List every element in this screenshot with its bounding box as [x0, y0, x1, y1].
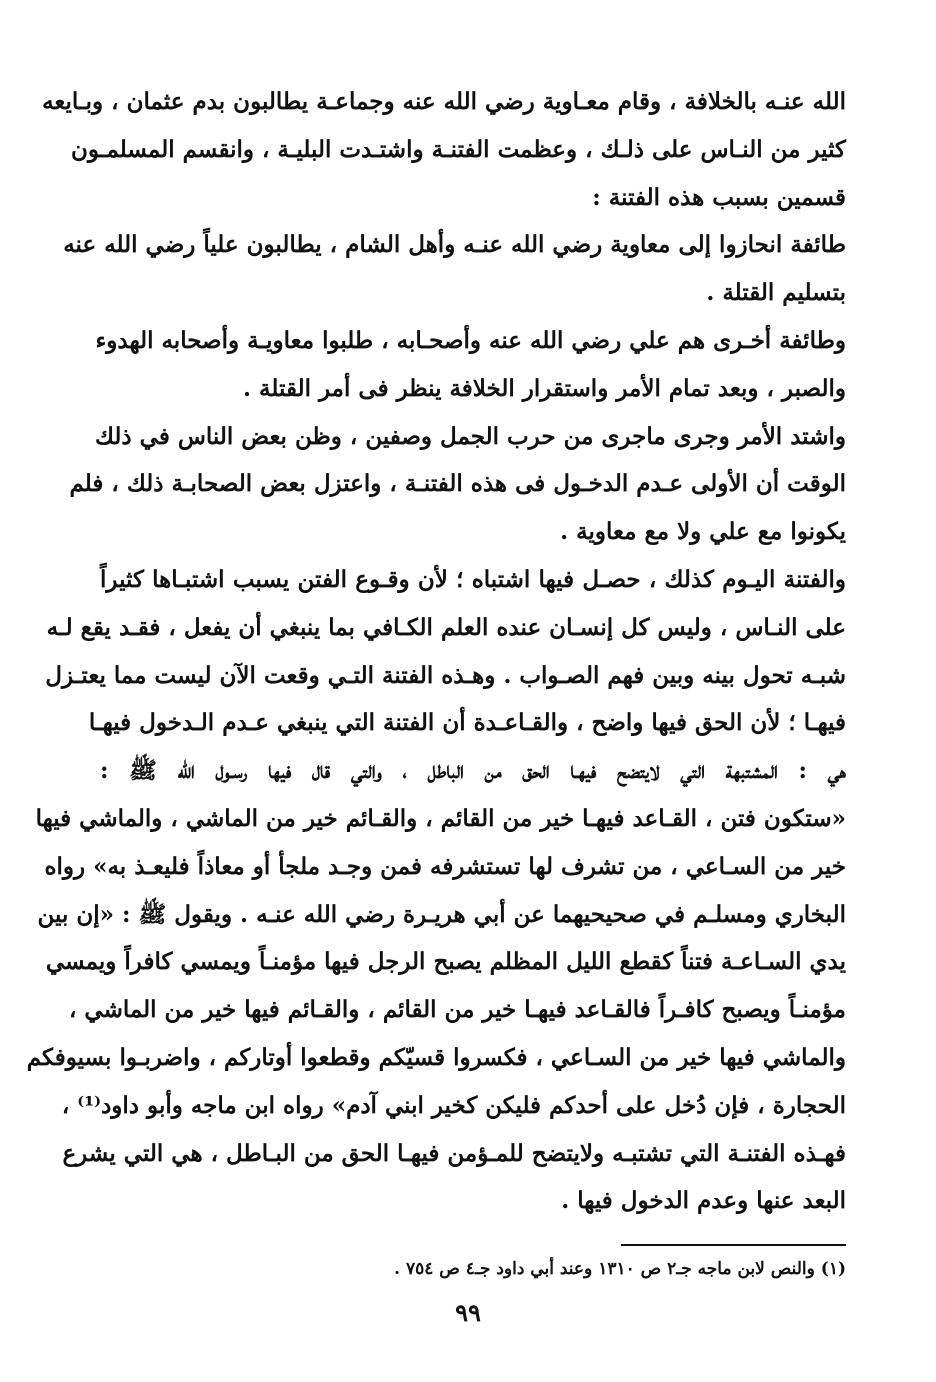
body-line: «ستكون فتن ، القـاعد فيهـا خير من القائم ، والقـائم خير من الماشي ، والماشي فيها — [35, 804, 846, 832]
body-line: يدي السـاعـة فتناً كقطع الليل المظلم يصبح الرجل فيها مؤمنـاً ويمسي كافراً ويمسي — [45, 948, 846, 976]
page-number: ٩٩ — [455, 1298, 481, 1327]
body-line: قسمين بسبب هذه الفتنة : — [592, 183, 846, 211]
body-line: والفتنة اليـوم كذلك ، حصـل فيها اشتباه ؛ لأن وقـوع الفتن يسبب اشتبـاها كثيراً — [100, 565, 846, 593]
body-line: الحجارة ، فإن دُخل على أحدكم فليكن كخير ابني آدم» رواه ابن ماجه وأبو داود⁽¹⁾ ، — [61, 1091, 846, 1119]
body-line: كثير من النـاس على ذلـك ، وعظمت الفتنـة واشتـدت البليـة ، وانقسم المسلمـون — [70, 135, 846, 163]
footnote-divider — [621, 1244, 846, 1246]
body-line: بتسليم القتلة . — [706, 279, 846, 307]
body-line: الوقت أن الأولى عـدم الدخـول فى هذه الفتنـة ، واعتزل بعض الصحابـة ذلك ، فلم — [69, 470, 846, 498]
body-line: والماشي فيها خير من السـاعي ، فكسروا قسيّكم وقطعوا أوتاركم ، واضربـوا بسيوفكم — [26, 1043, 846, 1071]
body-line: البخاري ومسلـم في صحيحيهما عن أبي هريـرة رضي الله عنـه . ويقول ﷺ : «إن بين — [37, 900, 846, 928]
body-line: فيهـا ؛ لأن الحق فيها واضح ، والقـاعـدة أن الفتنة التي ينبغي عـدم الـدخول فيهـا — [88, 709, 846, 737]
body-line: على النـاس ، وليس كل إنسـان عنده العلم الكـافي بما ينبغي أن يفعل ، فقـد يقع لـه — [46, 613, 846, 641]
body-text — [26, 78, 846, 1225]
body-line: شبـه تحول بينه وبين فهم الصـواب . وهـذه الفتنة التـي وقعت الآن ليست مما يعتـزل — [45, 661, 846, 689]
body-line: فهـذه الفتنـة التي تشتبـه ولايتضح للمـؤمن فيهـا الحق من البـاطل ، هي التي يشرع — [62, 1139, 846, 1167]
body-line: خير من السـاعي ، من تشرف لها تستشرفه فمن وجـد ملجأ أو معاذاً فليعـذ به» رواه — [44, 852, 846, 880]
body-line: هي : المشتبهة التي لايتضح فيهـا الحق من الباطل ، والتي قال فيها رسـول الله ﷺ : — [100, 757, 846, 785]
body-line: وطائفة أخـرى هم علي رضي الله عنه وأصحـابه ، طلبوا معاويـة وأصحابه الهدوء — [95, 326, 846, 354]
footnote: (١) والنص لابن ماجه جـ٢ ص ١٣١٠ وعند أبي داود جـ٤ ص ٧٥٤ . — [394, 1259, 846, 1279]
body-line: والصبر ، وبعد تمام الأمر واستقرار الخلافة ينظر فى أمر القتلة . — [243, 374, 846, 402]
body-line: يكونوا مع علي ولا مع معاوية . — [560, 518, 846, 546]
body-line: البعد عنها وعدم الدخول فيها . — [561, 1187, 846, 1215]
body-line: واشتد الأمر وجرى ماجرى من حرب الجمل وصفين ، وظن بعض الناس في ذلك — [95, 422, 846, 450]
body-line: مؤمنـاً ويصبح كافـراً فالقـاعد فيهـا خير من القائم ، والقـائم فيها خير من الماشي ، — [68, 996, 846, 1024]
body-line: طائفة انحازوا إلى معاوية رضي الله عنـه وأهل الشام ، يطالبون علياً رضي الله عنه — [63, 231, 846, 259]
body-line: الله عنـه بالخلافة ، وقام معـاوية رضي الله عنه وجماعـة يطالبون بدم عثمان ، وبـايعه — [42, 88, 846, 115]
